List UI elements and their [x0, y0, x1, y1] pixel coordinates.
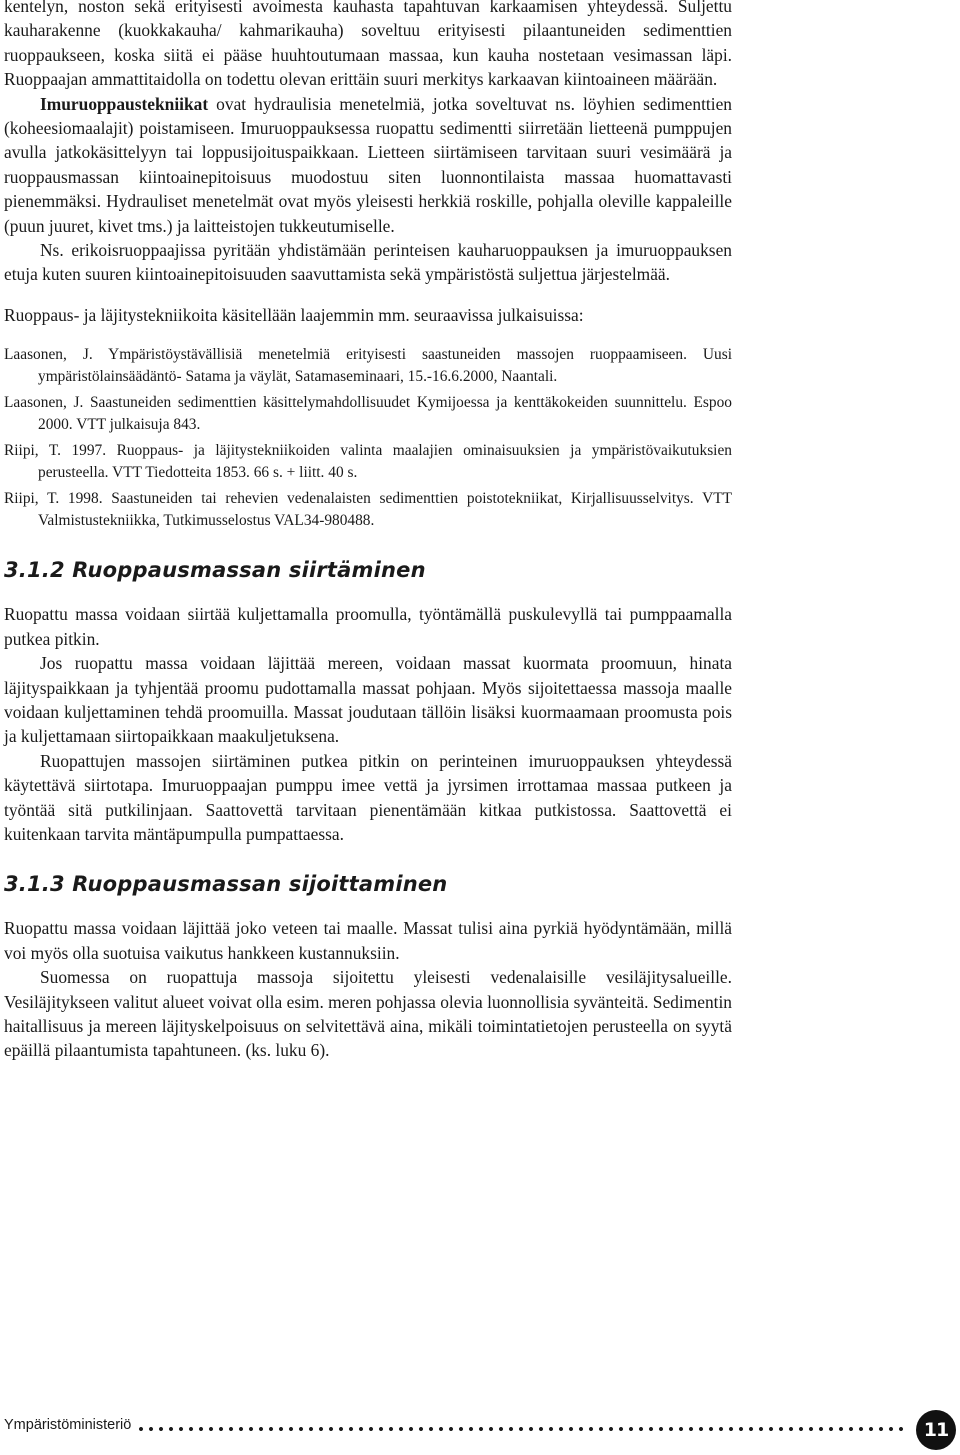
intro-paragraph-publications: Ruoppaus- ja läjitystekniikoita käsitellään laajemmin mm. seuraavissa julkaisuissa:	[4, 304, 584, 325]
reference-list	[4, 344, 732, 532]
reference-item: Riipi, T. 1998. Saastuneiden tai rehevien vedenalaisten sedimenttien poistotekniikat, Kirjallisuusselvitys. VTT Valmistustekniikka, Tutkimusselostus VAL34-980488.	[4, 490, 732, 530]
section-3-1-3-paragraph: Ruopattu massa voidaan läjittää joko veteen tai maalle. Massat tulisi aina pyrkiä hyödyntämään, millä voi myös olla suotuisa vaikutus hankkeen kustannuksiin.	[4, 918, 732, 963]
document-page	[4, 0, 732, 1063]
term-suction-dredging: Imuruoppaustekniikat	[40, 93, 209, 114]
intro-paragraph-grab-dredging: kentelyn, noston sekä erityisesti avoimesta kauhasta tapahtuvan karkaamisen yhteydessä. Suljettu kauharakenne (kuokkakauha/ kahmarikauha) soveltuu erityisesti pilaantuneiden sedimenttien ruoppaukseen, koska siitä ei pääse huuhtoutumaan massaa, kun kauha nostetaan vesimassan läpi. Ruoppaajan ammattitaidolla on todettu olevan erittäin suuri merkitys karkaavan kiintoaineen määrään.	[4, 0, 732, 90]
suction-dredging-text: ovat hydraulisia menetelmiä, jotka soveltuvat ns. löyhien sedimenttien (koheesiomaalajit) poistamiseen. Imuruoppauksessa ruopattu sedimentti siirretään lietteenä pumppujen avulla jatkokäsittelyyn tai loppusijoituspaikkaan. Lietteen siirtämiseen tarvitaan suuri vesimäärä ja ruoppausmassan kiintoainepitoisuus muodostuu siten luonnontilaista massaa huomattavasti pienemmäksi. Hydrauliset menetelmät ovat myös yleisesti herkkiä roskille, pohjalla oleville kappaleille (puun juuret, kivet tms.) ja laitteistojen tukkeutumiselle.	[4, 93, 732, 236]
reference-item: Laasonen, J. Saastuneiden sedimenttien käsittelymahdollisuudet Kymijoessa ja kenttäkokeiden suunnittelu. Espoo 2000. VTT julkaisuja 843.	[4, 394, 732, 434]
page-footer	[4, 1410, 956, 1450]
intro-paragraph-special-dredgers: Ns. erikoisruoppaajissa pyritään yhdistämään perinteisen kauharuoppauksen ja imuruoppauksen etuja kuten suuren kiintoainepitoisuuden saavuttamista sekä ympäristöstä suljettua järjestelmää.	[4, 240, 732, 285]
section-heading-3-1-3: 3.1.3 Ruoppausmassan sijoittaminen	[4, 872, 448, 897]
intro-paragraph-suction-dredging	[4, 92, 732, 238]
section-3-1-3-paragraph: Suomessa on ruopattuja massoja sijoitettu yleisesti vedenalaisille vesiläjitysalueille. Vesiläjitykseen valitut alueet voivat olla esim. meren pohjassa olevia luonnollisia syvänteitä. Sedimentin haitallisuus ja mereen läjityskelpoisuus on selvitettävä aina, mikäli toimintatietojen perusteella on syytä epäillä pilaantumista tapahtuneen. (ks. luku 6).	[4, 967, 732, 1061]
reference-item: Laasonen, J. Ympäristöystävällisiä menetelmiä erityisesti saastuneiden massojen ruoppaamiseen. Uusi ympäristölainsäädäntö- Satama ja väylät, Satamaseminaari, 15.-16.6.2000, Naantali.	[4, 346, 732, 386]
reference-item: Riipi, T. 1997. Ruoppaus- ja läjitystekniikoiden valinta maalajien ominaisuuksien ja ympäristövaikutuksien perusteella. VTT Tiedotteita 1853. 66 s. + liitt. 40 s.	[4, 442, 732, 482]
section-3-1-2-paragraph: Ruopattu massa voidaan siirtää kuljettamalla proomulla, työntämällä puskulevyllä tai pumppaamalla putkea pitkin.	[4, 604, 732, 649]
section-heading-3-1-2: 3.1.2 Ruoppausmassan siirtäminen	[4, 558, 426, 583]
publisher-label: Ympäristöministeriö	[4, 1417, 132, 1433]
page-number-badge: 11	[916, 1410, 956, 1450]
section-3-1-2-paragraph: Jos ruopattu massa voidaan läjittää mereen, voidaan massat kuormata proomuun, hinata läjityspaikkaan ja tyhjentää proomu pudottamalla massat pohjaan. Myös sijoitettaessa massoja maalle voidaan kuljettaminen tehdä proomuilla. Massat joudutaan tällöin lisäksi kuormaamaan proomusta pois ja kuljettamaan siirtopaikkaan maakuljetuksena.	[4, 653, 732, 747]
section-3-1-2-paragraph: Ruopattujen massojen siirtäminen putkea pitkin on perinteinen imuruoppauksen yhteydessä käytettävä siirtotapa. Imuruoppaajan pumppu imee vettä ja jyrsimen irrottamaa massaa putkeen ja työntää sitä putkilinjaan. Saattovettä tarvitaan pienentämään kitkaa putkistossa. Saattovettä ei kuitenkaan tarvita mäntäpumpulla pumpattaessa.	[4, 750, 732, 844]
dotted-leader	[136, 1427, 904, 1431]
